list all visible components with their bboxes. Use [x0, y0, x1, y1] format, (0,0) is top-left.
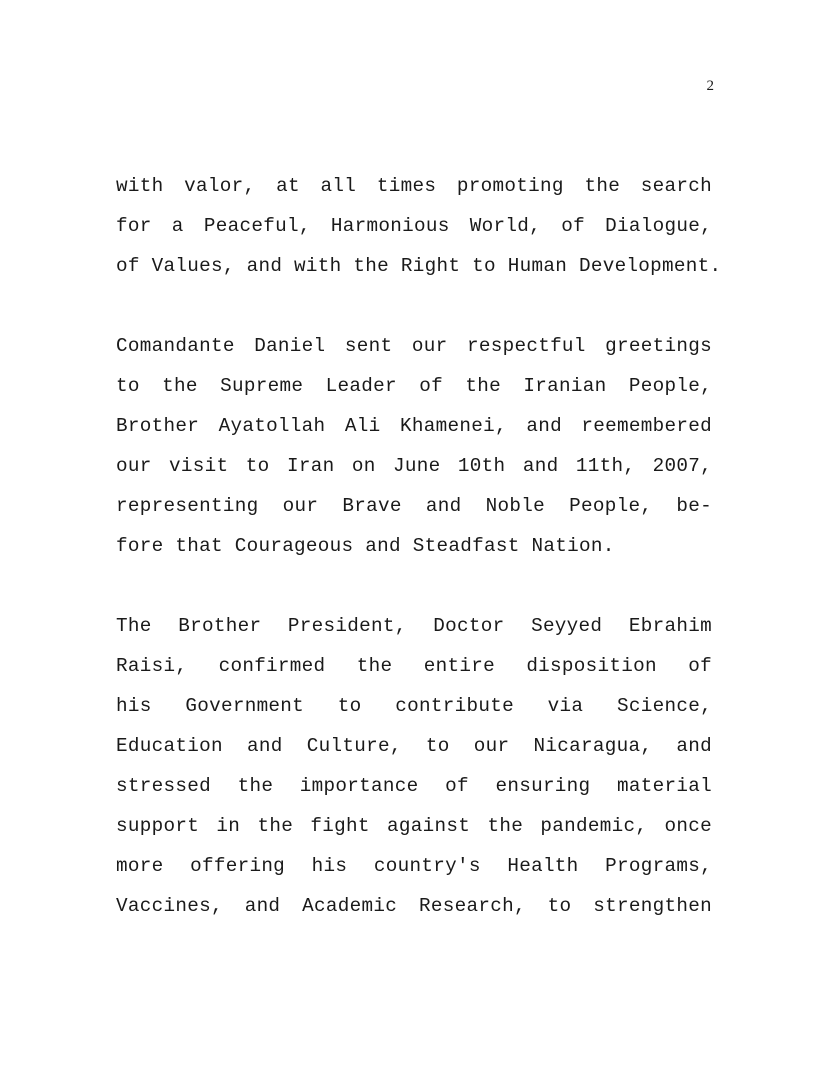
text-line: The Brother President, Doctor Seyyed Ebrahim	[116, 615, 712, 637]
text-line: with valor, at all times promoting the search	[116, 175, 712, 197]
text-line: to the Supreme Leader of the Iranian People,	[116, 375, 712, 397]
text-line: his Government to contribute via Science,	[116, 695, 712, 717]
text-line: stressed the importance of ensuring material	[116, 775, 712, 797]
paragraph	[116, 606, 712, 926]
text-line: Comandante Daniel sent our respectful greetings	[116, 335, 712, 357]
text-line: support in the fight against the pandemic, once	[116, 815, 712, 837]
text-line: Vaccines, and Academic Research, to strengthen	[116, 895, 712, 917]
text-line: for a Peaceful, Harmonious World, of Dialogue,	[116, 215, 712, 237]
text-line: more offering his country's Health Programs,	[116, 855, 712, 877]
text-line: Education and Culture, to our Nicaragua, and	[116, 735, 712, 757]
text-line: Brother Ayatollah Ali Khamenei, and reemembered	[116, 415, 712, 437]
body-text	[116, 166, 722, 966]
text-line: representing our Brave and Noble People, be-	[116, 495, 712, 517]
page-number: 2	[706, 78, 714, 94]
text-line: Raisi, confirmed the entire disposition of	[116, 655, 712, 677]
paragraph	[116, 326, 712, 566]
text-line: fore that Courageous and Steadfast Nation.	[116, 535, 615, 557]
paragraph	[116, 166, 722, 286]
text-line: our visit to Iran on June 10th and 11th, 2007,	[116, 455, 712, 477]
text-line: of Values, and with the Right to Human Development.	[116, 255, 722, 277]
